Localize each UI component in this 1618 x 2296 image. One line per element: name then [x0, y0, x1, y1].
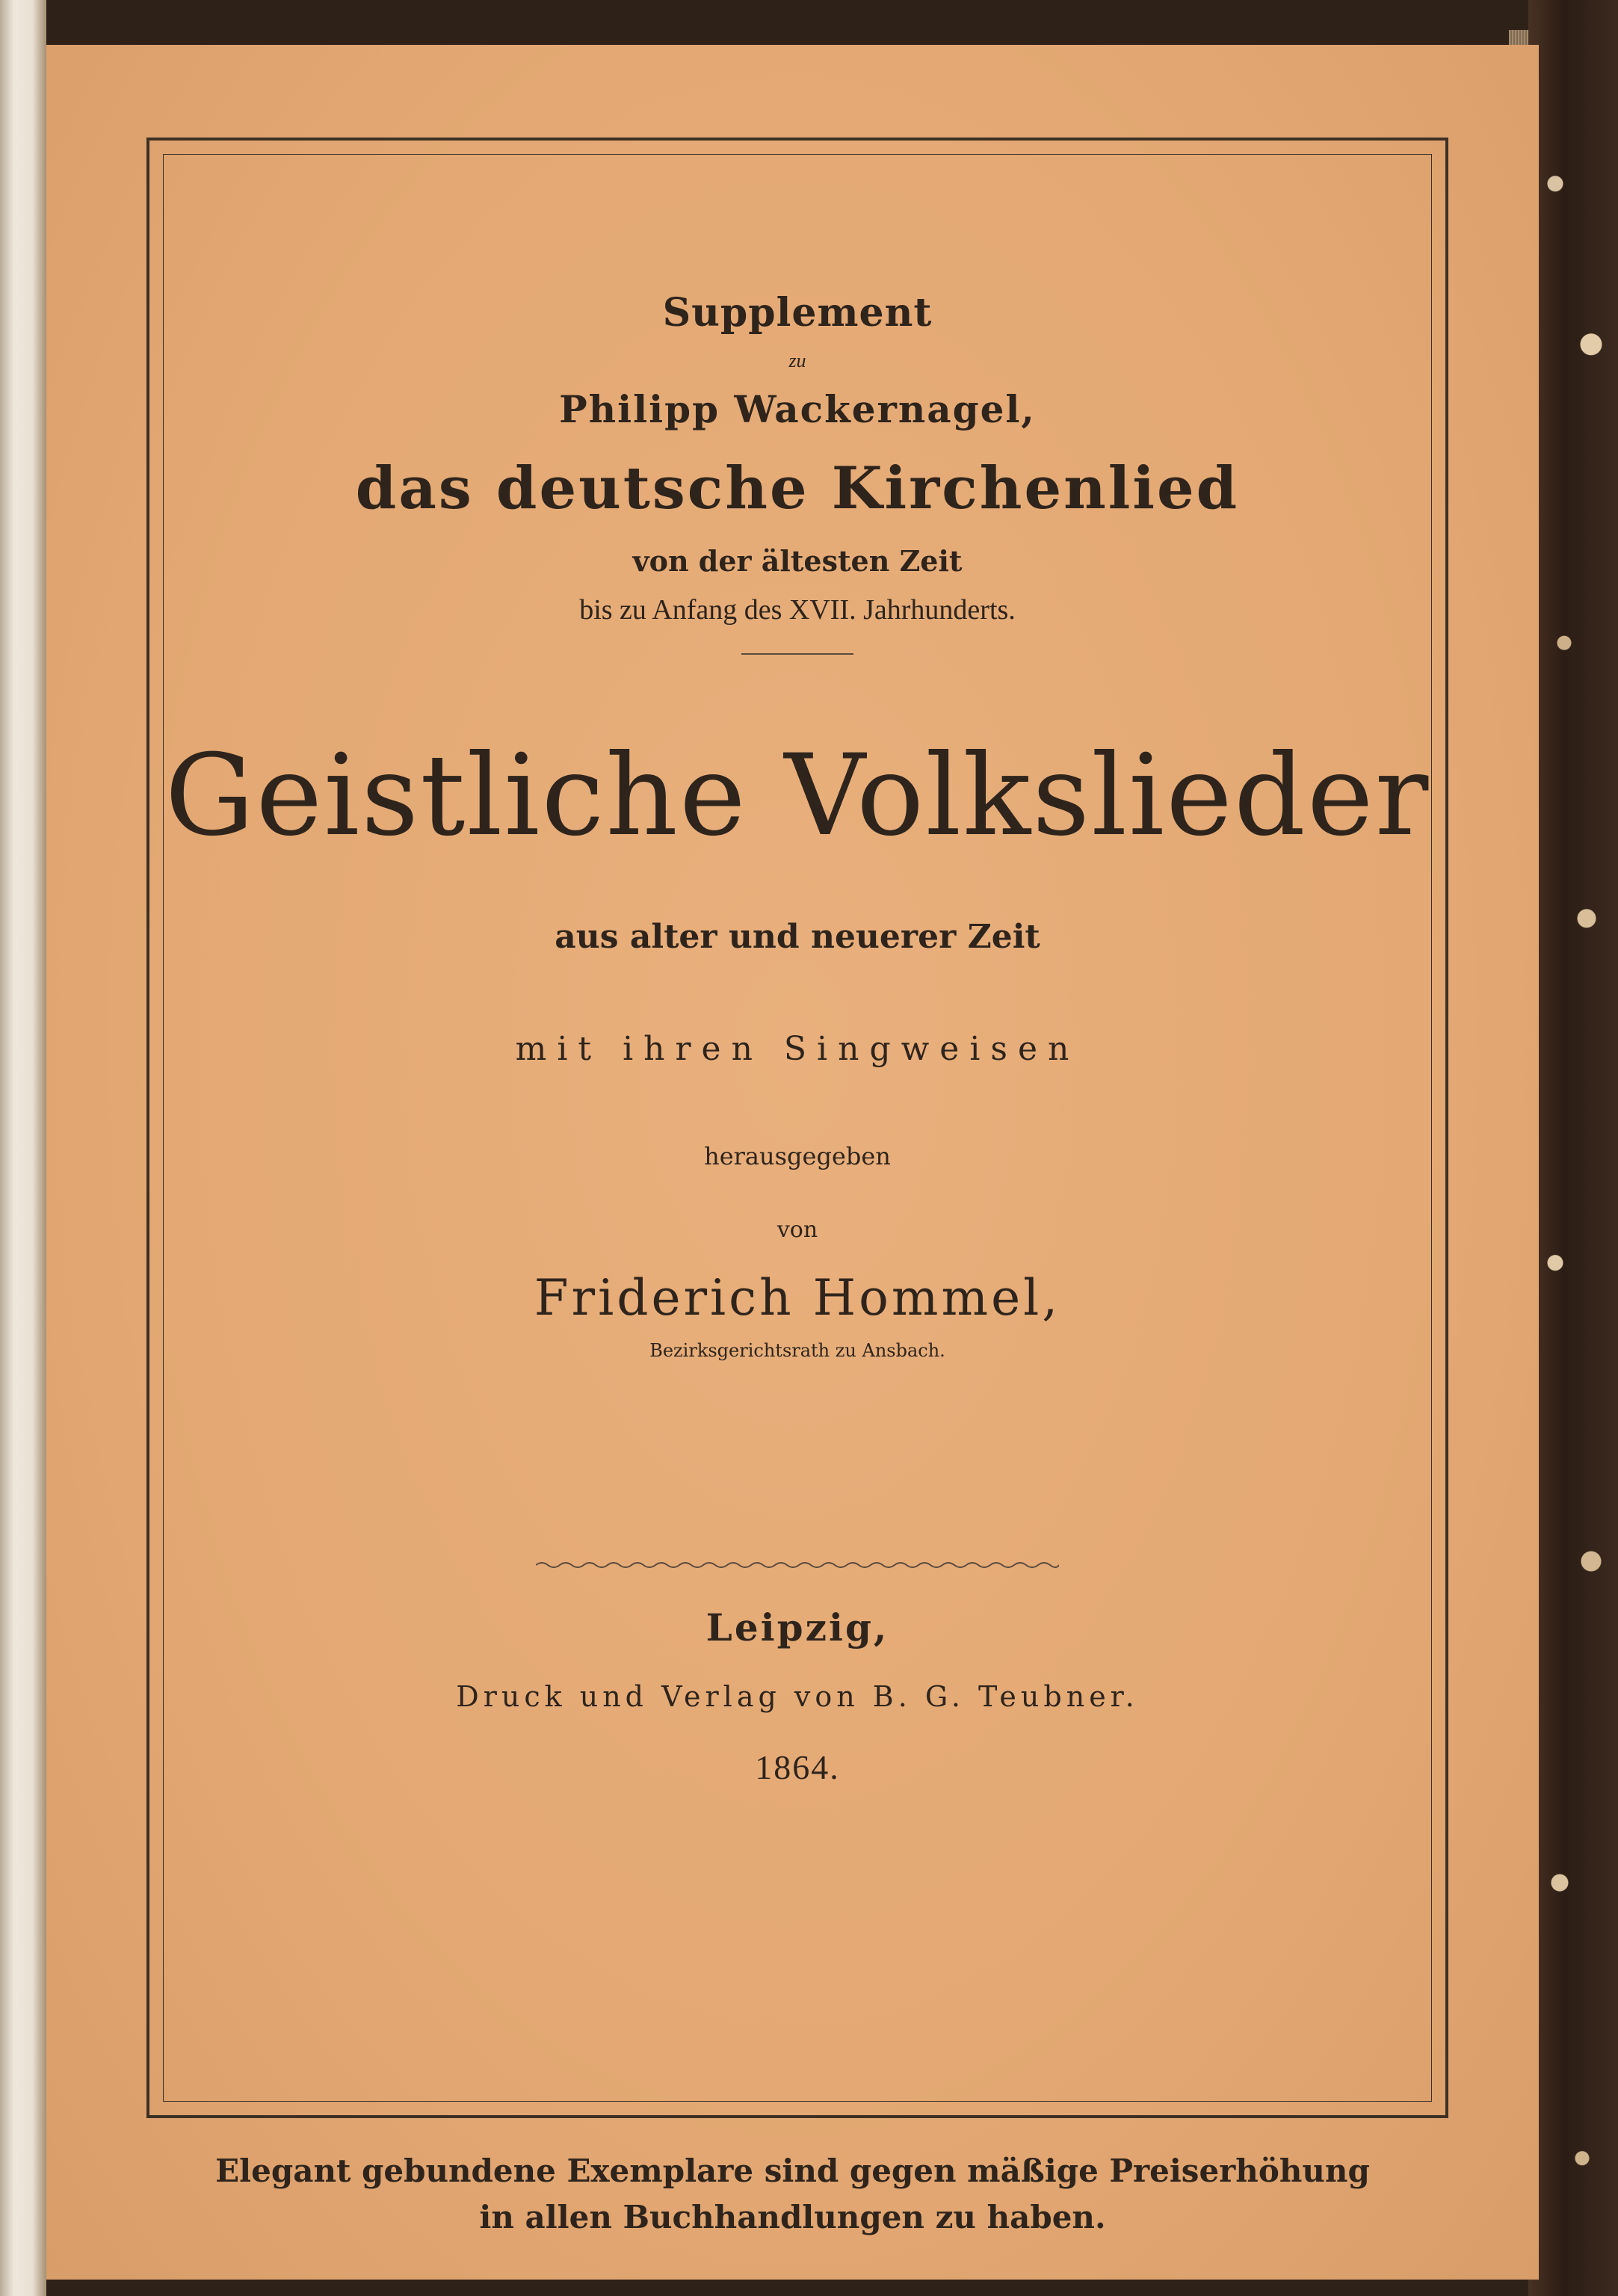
footer-note-line-1: Elegant gebundene Exemplare sind gegen mäßige Preiserhöhung	[215, 2152, 1370, 2189]
supplement-heading: Supplement	[662, 290, 933, 336]
page-border-inner	[163, 154, 1432, 2102]
publisher-line: Druck und Verlag von B. G. Teubner.	[456, 1680, 1139, 1713]
left-page-edge	[0, 0, 46, 2296]
work-title: das deutsche Kirchenlied	[355, 454, 1240, 522]
page-border-frame	[146, 138, 1448, 2118]
edited-line: herausgegeben	[704, 1142, 891, 1170]
title-page	[46, 45, 1539, 2280]
melodies-line: mit ihren Singweisen	[515, 1030, 1080, 1068]
footer-note-line-2: in allen Buchhandlungen zu haben.	[479, 2199, 1106, 2235]
marbled-binding	[1528, 0, 1618, 2296]
short-divider	[741, 653, 853, 655]
editor-role: Bezirksgerichtsrath zu Ansbach.	[649, 1340, 945, 1361]
publication-year: 1864.	[755, 1748, 840, 1786]
main-subtitle: aus alter und neuerer Zeit	[555, 918, 1040, 956]
by-line: von	[776, 1217, 818, 1243]
wavy-divider	[536, 1561, 1059, 1570]
subtitle-line-1: von der ältesten Zeit	[632, 544, 963, 578]
publisher-city: Leipzig,	[705, 1605, 889, 1650]
subtitle-line-2: bis zu Anfang des XVII. Jahrhunderts.	[579, 594, 1016, 626]
author-reference: Philipp Wackernagel,	[559, 387, 1036, 431]
main-title: Geistliche Volkslieder	[164, 731, 1430, 861]
editor-name: Friderich Hommel,	[534, 1269, 1061, 1327]
zu-word: zu	[788, 350, 806, 371]
